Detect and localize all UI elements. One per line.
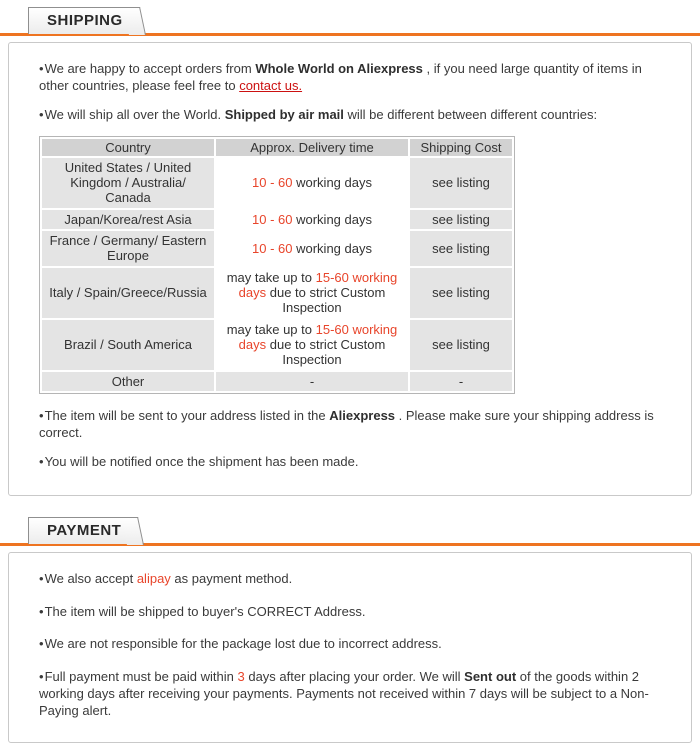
highlighted-days: 15-60 working days bbox=[238, 269, 398, 300]
text-segment: working days bbox=[292, 175, 372, 190]
shipping-para-accept-orders bbox=[39, 61, 663, 95]
text-segment: Full payment must be paid within bbox=[44, 669, 238, 685]
table-row bbox=[42, 158, 512, 208]
shipping-para-address bbox=[39, 408, 663, 442]
delivery-time-cell bbox=[216, 158, 408, 208]
text-segment: The item will be sent to your address listed in the bbox=[44, 407, 330, 423]
table-row bbox=[42, 210, 512, 229]
text-segment: We will ship all over the World. bbox=[44, 106, 225, 122]
country-cell: United States / United Kingdom / Australia/ Canada bbox=[42, 158, 214, 208]
shipping-tab-label: SHIPPING bbox=[47, 12, 123, 29]
shipping-tab bbox=[28, 7, 137, 34]
cost-cell: see listing bbox=[410, 231, 512, 266]
highlighted-days: 15-60 working days bbox=[238, 321, 398, 352]
whole-world-bold-text: Whole World on Aliexpress bbox=[255, 61, 423, 76]
delivery-time-header: Approx. Delivery time bbox=[216, 139, 408, 156]
text-segment: . Please make sure your shipping address is correct. bbox=[39, 407, 654, 440]
days-highlight: 3 bbox=[237, 669, 245, 685]
cost-cell: see listing bbox=[410, 268, 512, 318]
payment-header bbox=[0, 514, 700, 546]
country-cell: France / Germany/ Eastern Europe bbox=[42, 231, 214, 266]
shipping-box bbox=[8, 42, 692, 496]
highlighted-days: 10 - 60 bbox=[252, 175, 293, 190]
air-mail-bold-text: Shipped by air mail bbox=[224, 106, 344, 122]
delivery-time-cell bbox=[216, 268, 408, 318]
text-segment: We also accept bbox=[44, 570, 137, 586]
cost-cell: see listing bbox=[410, 210, 512, 229]
country-cell: Other bbox=[42, 372, 214, 391]
text-segment: We are happy to accept orders from bbox=[44, 61, 256, 76]
cost-cell: see listing bbox=[410, 158, 512, 208]
text-segment: due to strict Custom Inspection bbox=[266, 284, 386, 316]
payment-box bbox=[8, 552, 692, 743]
payment-para-alipay bbox=[39, 571, 663, 588]
payment-tab bbox=[28, 517, 135, 544]
sent-out-bold-text: Sent out bbox=[464, 669, 517, 685]
delivery-time-cell bbox=[216, 320, 408, 370]
delivery-time-cell bbox=[216, 231, 408, 266]
alipay-highlight: alipay bbox=[136, 570, 171, 586]
cost-cell: see listing bbox=[410, 320, 512, 370]
country-cell: Italy / Spain/Greece/Russia bbox=[42, 268, 214, 318]
highlighted-days: 10 - 60 bbox=[252, 240, 293, 256]
contact-us-link[interactable]: contact us. bbox=[239, 77, 303, 93]
shipping-cost-header: Shipping Cost bbox=[410, 139, 512, 156]
shipping-header bbox=[0, 4, 700, 36]
country-cell: Brazil / South America bbox=[42, 320, 214, 370]
shipping-para-notified: • You will be notified once the shipment has been made. bbox=[39, 454, 663, 471]
table-row bbox=[42, 231, 512, 266]
shipping-table bbox=[39, 136, 515, 394]
payment-para-not-responsible: • We are not responsible for the package lost due to incorrect address. bbox=[39, 636, 663, 653]
country-header: Country bbox=[42, 139, 214, 156]
delivery-time-cell bbox=[216, 210, 408, 229]
delivery-time-cell bbox=[216, 372, 408, 391]
table-header-row bbox=[42, 139, 512, 156]
text-segment: as payment method. bbox=[170, 570, 293, 586]
text-segment: of the goods within 2 working days after receiving your payments. Payments not received within 7 days will be subject to a Non-Paying alert. bbox=[39, 669, 649, 719]
table-row bbox=[42, 372, 512, 391]
page bbox=[0, 4, 700, 743]
text-segment: working days bbox=[292, 211, 372, 227]
text-segment: may take up to bbox=[226, 321, 316, 337]
aliexpress-bold-text: Aliexpress bbox=[329, 407, 396, 423]
country-cell: Japan/Korea/rest Asia bbox=[42, 210, 214, 229]
payment-tab-label: PAYMENT bbox=[47, 521, 122, 539]
cost-cell: - bbox=[410, 372, 512, 391]
text-segment: - bbox=[309, 373, 315, 389]
payment-para-full-payment bbox=[39, 669, 663, 720]
text-segment: days after placing your order. We will bbox=[244, 669, 465, 685]
table-row bbox=[42, 320, 512, 370]
highlighted-days: 10 - 60 bbox=[252, 211, 293, 227]
text-segment: will be different between different countries: bbox=[343, 106, 598, 122]
text-segment: working days bbox=[292, 240, 372, 256]
text-segment: , if you need large quantity of items in other countries, please feel free to bbox=[39, 61, 642, 93]
shipping-para-ship-world bbox=[39, 107, 663, 124]
table-row bbox=[42, 268, 512, 318]
text-segment: may take up to bbox=[226, 269, 316, 285]
payment-para-correct-address: • The item will be shipped to buyer's CORRECT Address. bbox=[39, 604, 663, 621]
text-segment: due to strict Custom Inspection bbox=[266, 336, 386, 368]
